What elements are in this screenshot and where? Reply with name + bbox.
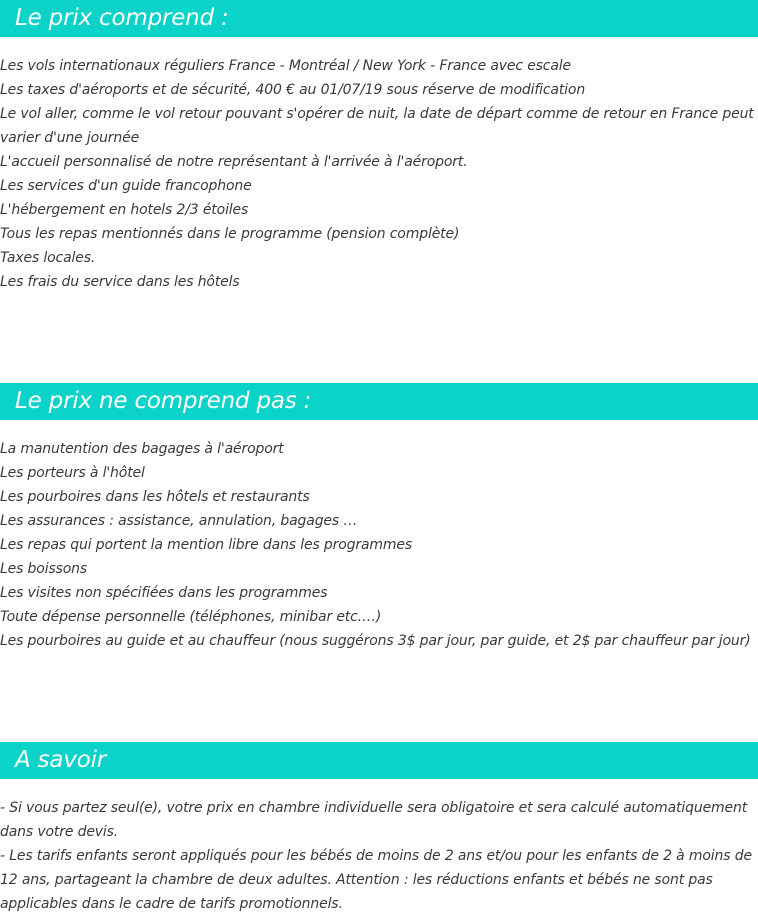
list-item: Taxes locales. [0, 250, 96, 266]
section-title-excludes: Le prix ne comprend pas : [0, 383, 758, 420]
section-title-includes: Le prix comprend : [0, 0, 758, 37]
list-item: Les frais du service dans les hôtels [0, 274, 240, 290]
list-item: Tous les repas mentionnés dans le programme (pension complète) [0, 226, 460, 242]
list-item: Les vols internationaux réguliers France - Montréal / New York - France avec escale [0, 58, 571, 74]
list-item: Toute dépense personnelle (téléphones, minibar etc.…) [0, 609, 382, 625]
list-item: Les taxes d'aéroports et de sécurité, 400 € au 01/07/19 sous réserve de modification [0, 82, 586, 98]
list-item: Les repas qui portent la mention libre dans les programmes [0, 537, 412, 553]
list-item: - Si vous partez seul(e), votre prix en chambre individuelle sera obligatoire et sera calculé automatiquement dans votre devis. [0, 800, 748, 840]
list-item: La manutention des bagages à l'aéroport [0, 441, 284, 457]
list-item: Le vol aller, comme le vol retour pouvant s'opérer de nuit, la date de départ comme de retour en France peut varier d'une journée [0, 106, 754, 146]
list-item: Les boissons [0, 561, 88, 577]
list-item: L'hébergement en hotels 2/3 étoiles [0, 202, 249, 218]
section-good-to-know [0, 742, 758, 916]
excluded-list [0, 437, 758, 653]
info-list [0, 796, 758, 916]
section-title-good-to-know: A savoir [0, 742, 758, 779]
list-item: - Les tarifs enfants seront appliqués pour les bébés de moins de 2 ans et/ou pour les enfants de 2 à moins de 12 ans, partageant la chambre de deux adultes. Attention : les réductions enfants et bébés ne sont pas applicables dans le cadre de tarifs promotionnels. [0, 848, 752, 912]
list-item: Les services d'un guide francophone [0, 178, 252, 194]
section-price-excludes [0, 383, 758, 653]
list-item: Les pourboires dans les hôtels et restaurants [0, 489, 310, 505]
list-item: Les pourboires au guide et au chauffeur (nous suggérons 3$ par jour, par guide, et 2$ par chauffeur par jour) [0, 633, 751, 649]
included-list [0, 54, 758, 294]
list-item: Les assurances : assistance, annulation, bagages … [0, 513, 358, 529]
section-price-includes [0, 0, 758, 294]
list-item: Les porteurs à l'hôtel [0, 465, 145, 481]
list-item: Les visites non spécifiées dans les programmes [0, 585, 328, 601]
list-item: L'accueil personnalisé de notre représentant à l'arrivée à l'aéroport. [0, 154, 468, 170]
